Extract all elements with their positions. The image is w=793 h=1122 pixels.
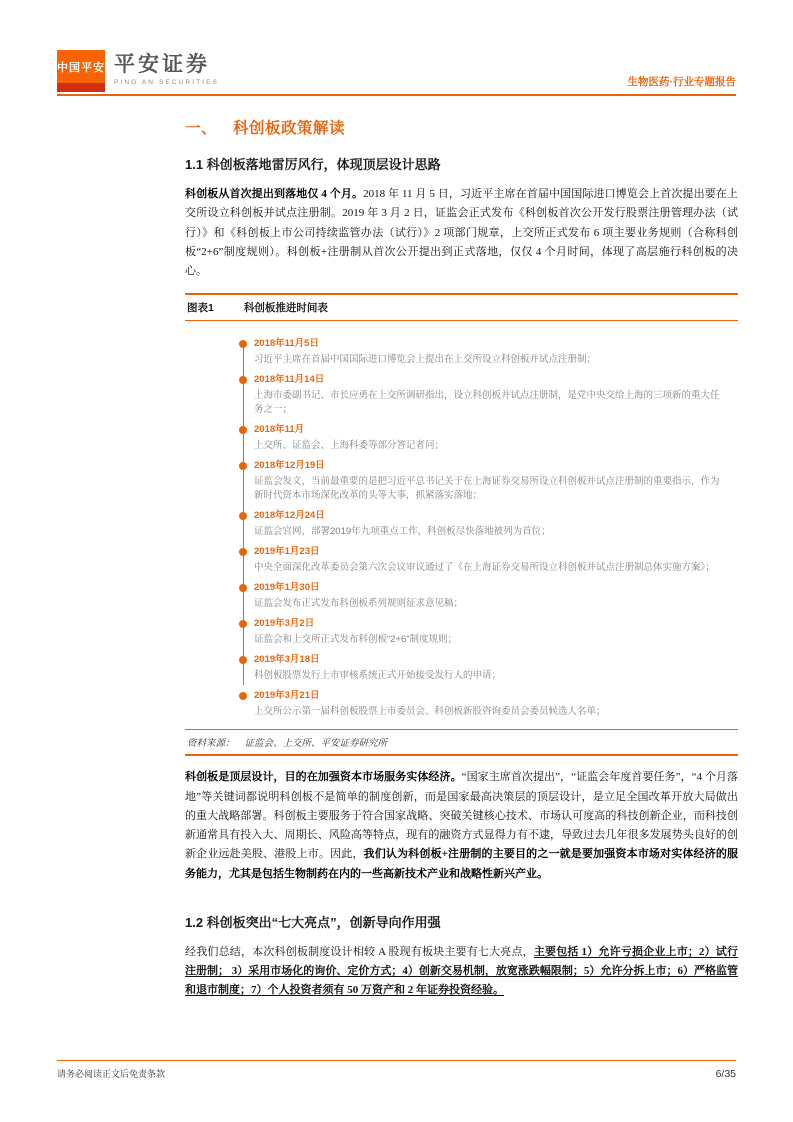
paragraph-1 — [185, 185, 738, 281]
timeline-desc: 上交所公示第一届科创板股票上市委员会、科创板新股咨询委员会委员候选人名单； — [254, 706, 606, 718]
timeline-item — [239, 545, 738, 575]
paragraph-1-lead: 科创板从首次提出到落地仅 4 个月。 — [185, 188, 364, 200]
timeline-dot-icon — [239, 692, 247, 700]
brand-name: 平安证券 — [114, 53, 210, 76]
paragraph-1-body: 2018 年 11 月 5 日，习近平主席在首届中国国际进口博览会上首次提出要在上交所设立科创板并试点注册制。2019 年 3 月 2 日，证监会正式发布《科创板首次公开发行股票注册管理办法（试行）》和《科创板上市公司持续监管办法（试行）》2 项部门规章，上交所正式发布 6 项主要业务规则（合称科创板“2+6”制度规则）。科创板+注册制从首次公开提出到正式落地，仅仅 4 个月时间，体现了高层施行科创板的决心。 — [185, 188, 738, 277]
timeline-dot-icon — [239, 376, 247, 384]
timeline-item — [239, 337, 738, 367]
timeline-date: 2018年11月14日 — [254, 374, 325, 386]
brand-subtitle: PING AN SECURITIES — [114, 79, 219, 87]
figure-source — [185, 729, 738, 756]
section-number: 一、 — [185, 120, 218, 137]
report-content — [185, 106, 738, 1005]
paragraph-2-emphasis: 我们认为科创板+注册制的主要目的之一就是要加强资本市场对实体经济的服务能力，尤其是包括生物制药在内的一些高新技术产业和战略性新兴产业。 — [185, 848, 739, 880]
report-type-label: 生物医药·行业专题报告 — [627, 76, 736, 88]
paragraph-2-lead: 科创板是顶层设计，目的在加强资本市场服务实体经济。 — [185, 771, 462, 784]
timeline-item — [239, 373, 738, 417]
subsection-1-1-title: 1.1 科创板落地雷厉风行，体现顶层设计思路 — [185, 157, 441, 172]
timeline-dot-icon — [239, 512, 247, 520]
timeline-desc: 证监会发布正式发布科创板系列规则征求意见稿； — [254, 598, 464, 610]
timeline-dot-icon — [239, 462, 247, 470]
footer-disclaimer: 请务必阅读正文后免责条款 — [57, 1069, 166, 1079]
header-divider — [57, 94, 736, 96]
brand-text — [114, 50, 219, 86]
timeline-date: 2018年11月5日 — [254, 338, 319, 350]
timeline-item — [239, 581, 738, 611]
paragraph-3-highlights: 主要包括 1）允许亏损企业上市；2）试行注册制； 3）采用市场化的询价、定价方式；4）创新交易机制，放宽涨跌幅限制；5）允许分拆上市；6）严格监管和退市制度；7）个人投资者须有 50 万资产和 2 年证券投资经验。 — [185, 945, 738, 997]
timeline-item — [239, 509, 738, 539]
figure-1-body — [185, 321, 738, 729]
timeline-dot-icon — [239, 620, 247, 628]
timeline-date: 2018年11月 — [254, 424, 305, 436]
timeline-desc: 证监会发文，当前最重要的是把习近平总书记关于在上海证券交易所设立科创板并试点注册制的重要指示，作为新时代资本市场深化改革的头等大事，抓紧落实落地； — [254, 476, 720, 502]
paragraph-2-body: “国家主席首次提出”，“证监会年度首要任务”，“4 个月落地”等关键词都说明科创板不是简单的制度创新，而是国家最高决策层的顶层设计，是立足全国改革开放大局做出的重大战略部署。科创板主要服务于符合国家战略、突破关键核心技术、市场认可度高的科技创新企业，而科技创新通常具有投入大、周期长、风险高等特点，现有的融资方式显得力有不逮，导致过去几年很多发展势头良好的创新企业远赴美股、港股上市。因此， — [185, 771, 738, 861]
logo-text: 中国平安 — [57, 50, 105, 83]
timeline-desc: 中央全面深化改革委员会第六次会议审议通过了《在上海证券交易所设立科创板并试点注册制总体实施方案》； — [254, 562, 715, 574]
timeline-desc: 科创板股票发行上市审核系统正式开始接受发行人的申请； — [254, 670, 502, 682]
timeline-date: 2019年1月30日 — [254, 582, 320, 594]
timeline-date: 2019年1月23日 — [254, 546, 320, 558]
timeline-desc: 上海市委副书记、市长应勇在上交所调研指出，设立科创板并试点注册制，是党中央交给上海的三项新的重大任务之一； — [254, 390, 720, 416]
timeline-date: 2018年12月19日 — [254, 460, 325, 472]
paragraph-3 — [185, 943, 738, 1001]
section-title — [185, 116, 738, 138]
timeline-dot-icon — [239, 426, 247, 434]
timeline-date: 2019年3月21日 — [254, 690, 320, 702]
brand-block — [57, 50, 219, 92]
timeline-desc: 习近平主席在首届中国国际进口博览会上提出在上交所设立科创板并试点注册制； — [254, 354, 597, 366]
footer — [57, 1067, 736, 1080]
figure-timeline — [239, 337, 738, 719]
timeline-item — [239, 617, 738, 647]
timeline-dot-icon — [239, 584, 247, 592]
timeline-item — [239, 423, 738, 453]
logo-red-bar-icon — [57, 83, 105, 92]
timeline-desc: 证监会官网，部署2019年九项重点工作，科创板尽快落地被列为首位； — [254, 526, 551, 538]
paragraph-3-lead: 经我们总结，本次科创板制度设计相较 A 股现有板块主要有七大亮点， — [185, 945, 534, 958]
timeline-dot-icon — [239, 340, 247, 348]
timeline-dot-icon — [239, 656, 247, 664]
timeline-dot-icon — [239, 548, 247, 556]
pingan-logo — [57, 50, 105, 92]
timeline-date: 2019年3月2日 — [254, 618, 315, 630]
figure-source-label: 资料来源： — [187, 739, 235, 750]
figure-source-text: 证监会、上交所、平安证券研究所 — [244, 739, 388, 750]
figure-1-label: 图表1 — [187, 302, 214, 315]
page-number: 6/35 — [715, 1068, 736, 1080]
timeline-item — [239, 689, 738, 719]
timeline-date: 2018年12月24日 — [254, 510, 325, 522]
figure-1 — [185, 293, 738, 756]
figure-1-header — [185, 293, 738, 321]
timeline-date: 2019年3月18日 — [254, 654, 320, 666]
paragraph-2 — [185, 768, 738, 884]
footer-divider — [57, 1060, 736, 1061]
timeline-item — [239, 459, 738, 503]
timeline-item — [239, 653, 738, 683]
timeline-desc: 证监会和上交所正式发布科创板“2+6”制度规则； — [254, 634, 457, 646]
section-title-text: 科创板政策解读 — [233, 120, 346, 137]
timeline-desc: 上交所、证监会、上海科委等部分答记者问； — [254, 440, 445, 452]
figure-1-title: 科创板推进时间表 — [243, 302, 328, 315]
subsection-1-2-title: 1.2 科创板突出“七大亮点”，创新导向作用强 — [185, 914, 441, 930]
